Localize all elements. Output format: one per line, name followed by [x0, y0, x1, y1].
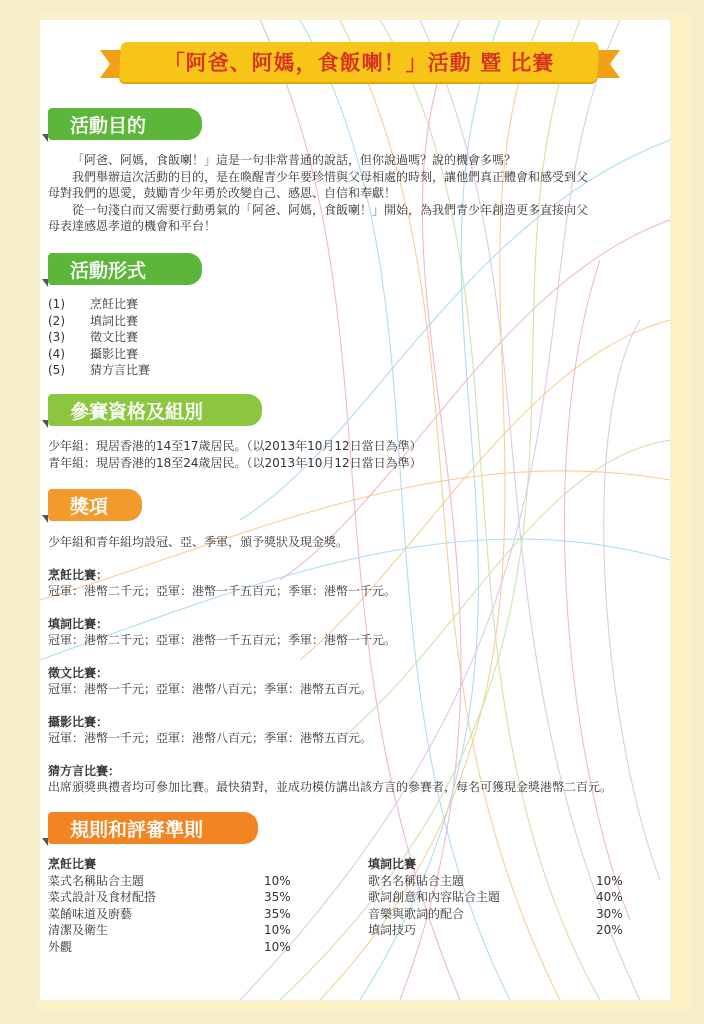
award-block	[48, 763, 688, 796]
award-title: 烹飪比賽：	[48, 567, 109, 582]
table-row: 外觀 10%	[48, 939, 291, 954]
award-block	[48, 567, 688, 600]
award-title: 攝影比賽：	[48, 714, 109, 729]
section-heading-purpose: 活動目的	[48, 108, 202, 140]
purpose-paragraph: 我們舉辦這次活動的目的，是在喚醒青少年要珍惜與父母相處的時刻，讓他們真正體會和感受到父	[72, 169, 589, 184]
award-desc: 冠軍：港幣一千元；亞軍：港幣八百元；季軍：港幣五百元。	[48, 731, 373, 745]
table-row: 菜式名稱貼合主題 10%	[48, 873, 291, 888]
awards-text	[48, 534, 688, 796]
award-desc: 冠軍：港幣一千元；亞軍：港幣八百元；季軍：港幣五百元。	[48, 682, 373, 696]
rules-lyrics-table	[368, 856, 646, 939]
page-title: 「阿爸、阿媽，食飯喇！」活動 暨 比賽	[163, 51, 555, 75]
table-row: 歌詞創意和內容貼合主題 40%	[368, 890, 623, 904]
list-item: (1) 烹飪比賽	[48, 297, 139, 311]
table-row: 填詞技巧 20%	[368, 923, 623, 937]
award-desc: 出席頒獎典禮者均可參加比賽。最快猜對，並成功模仿講出該方言的參賽者，每名可獲現金獎港幣二百元。	[48, 780, 613, 794]
list-item: (5) 猜方言比賽	[48, 363, 151, 377]
eligibility-line: 少年組：現居香港的14至17歲居民。（以2013年10月12日當日為準）	[48, 439, 422, 453]
format-list	[48, 296, 348, 379]
eligibility-line: 青年組：現居香港的18至24歲居民。（以2013年10月12日當日為準）	[48, 455, 422, 470]
list-item: (2) 填詞比賽	[48, 313, 139, 328]
award-block	[48, 616, 688, 649]
award-desc: 冠軍：港幣二千元；亞軍：港幣一千五百元；季軍：港幣一千元。	[48, 584, 397, 598]
award-title: 徵文比賽：	[48, 665, 109, 680]
eligibility-text	[48, 438, 668, 471]
purpose-paragraph: 母表達感恩孝道的機會和平台！	[48, 219, 217, 233]
section-heading-format: 活動形式	[48, 253, 202, 285]
award-desc: 冠軍：港幣二千元；亞軍：港幣一千五百元；季軍：港幣一千元。	[48, 633, 397, 647]
purpose-paragraph: 母對我們的恩愛，鼓勵青少年勇於改變自己、感恩、自信和奉獻！	[48, 186, 397, 200]
rules-cooking-table	[48, 856, 314, 955]
title-banner	[100, 38, 620, 88]
table-row: 菜餚味道及廚藝 35%	[48, 906, 291, 921]
section-heading-rules: 規則和評審準則	[48, 812, 258, 844]
section-heading-awards: 獎項	[48, 489, 142, 521]
list-item: (3) 徵文比賽	[48, 330, 139, 344]
rules-table-title: 烹飪比賽	[48, 857, 97, 871]
table-row: 清潔及衛生 10%	[48, 923, 291, 937]
rules-table-title: 填詞比賽	[368, 857, 417, 871]
awards-intro: 少年組和青年組均設冠、亞、季軍，頒予獎狀及現金獎。	[48, 535, 349, 549]
table-row: 菜式設計及食材配搭 35%	[48, 890, 291, 904]
award-title: 填詞比賽：	[48, 616, 109, 631]
purpose-text	[48, 152, 668, 235]
award-block	[48, 665, 688, 698]
award-block	[48, 714, 688, 747]
table-row: 音樂與歌詞的配合 30%	[368, 906, 623, 921]
purpose-paragraph: 從一句淺白而又需要行動勇氣的「阿爸、阿媽，食飯喇！」開始，為我們青少年創造更多直接向父	[72, 202, 589, 217]
purpose-paragraph: 「阿爸、阿媽，食飯喇！」這是一句非常普通的說話，但你說過嗎？說的機會多嗎？	[72, 153, 517, 167]
list-item: (4) 攝影比賽	[48, 346, 139, 361]
table-row: 歌名名稱貼合主題 10%	[368, 873, 623, 888]
section-heading-eligibility: 參賽資格及組別	[48, 394, 262, 426]
award-title: 猜方言比賽：	[48, 763, 121, 778]
